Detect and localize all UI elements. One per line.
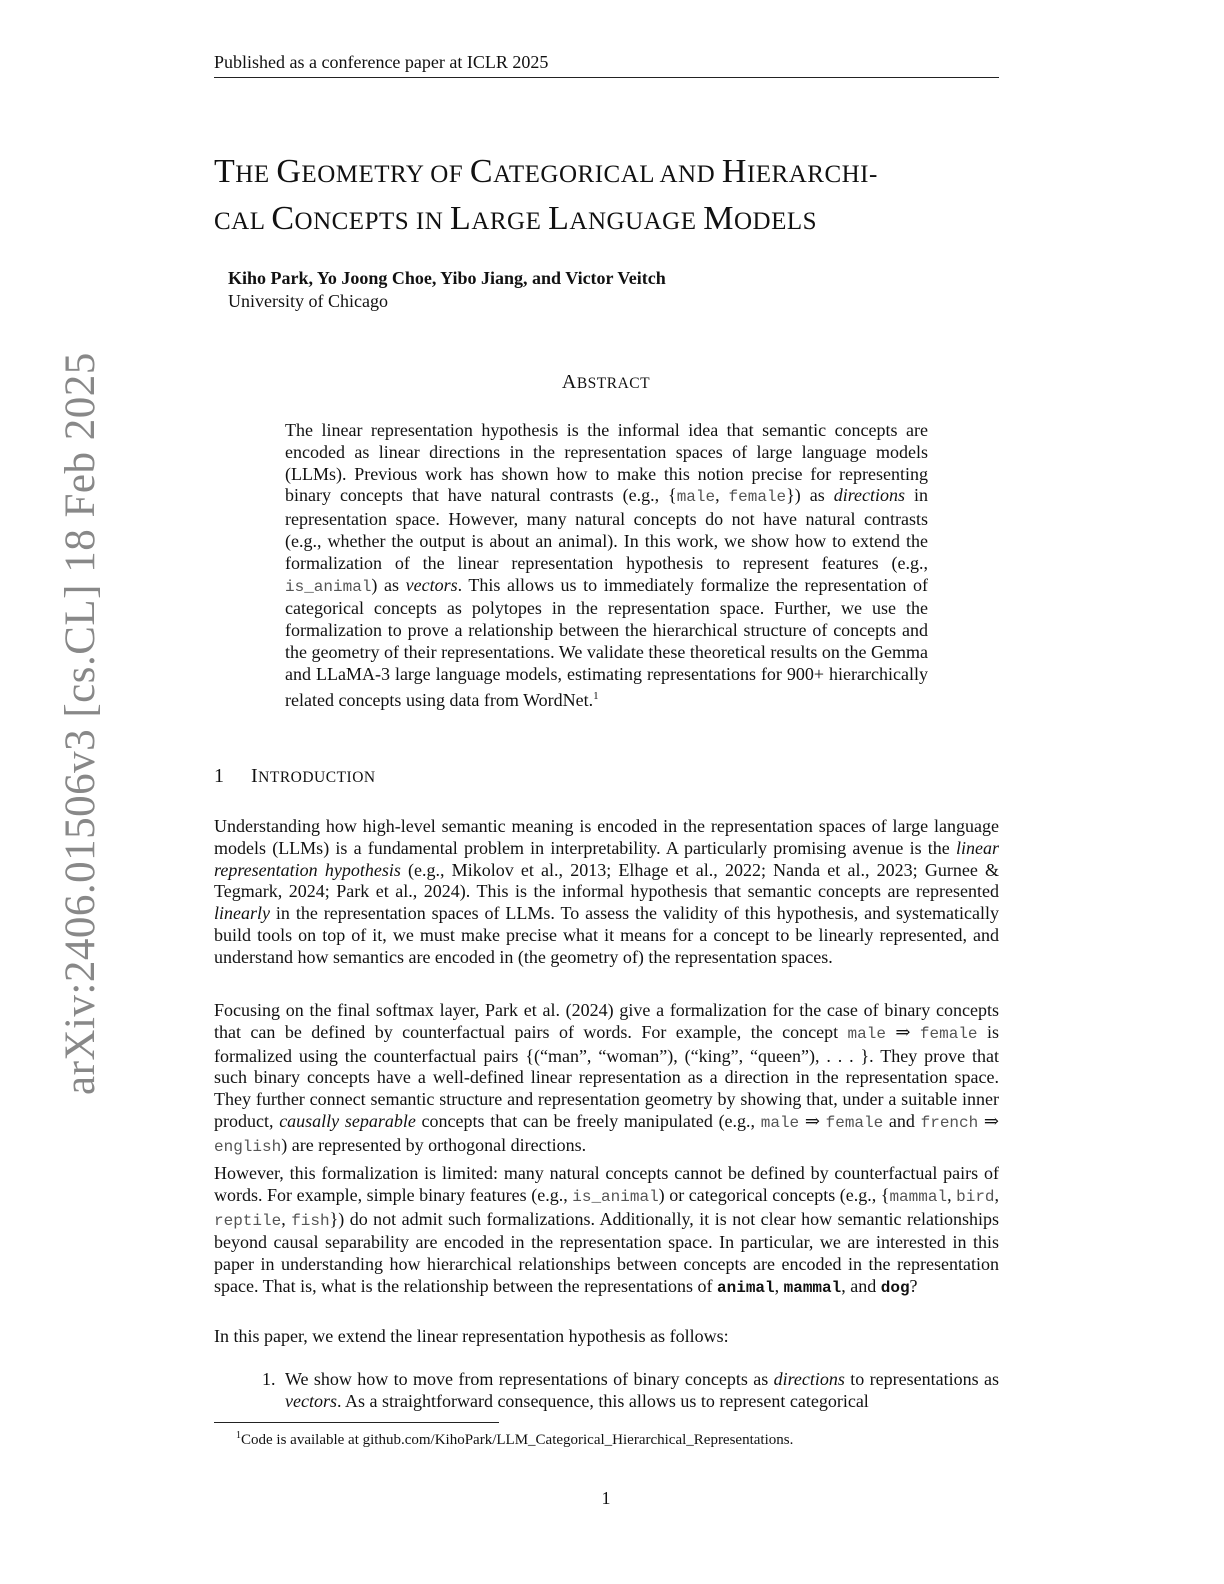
list-number: 1.	[262, 1369, 276, 1389]
footnote-marker: 1	[593, 689, 599, 702]
footnote-divider	[214, 1422, 499, 1423]
intro-paragraph-4: In this paper, we extend the linear representation hypothesis as follows:	[214, 1326, 729, 1346]
author-list: Kiho Park, Yo Joong Choe, Yibo Jiang, and Victor Veitch	[228, 268, 666, 288]
footnote: $^1$Code is available at github.com/KihoPark/LLM_Categorical_Hierarchical_Representations.	[236, 1430, 794, 1448]
title-line-1: THE GEOMETRY OF CATEGORICAL AND HIERARCHI-	[214, 153, 878, 190]
section-heading-introduction: 1 INTRODUCTION	[214, 765, 376, 787]
abstract-body: The linear representation hypothesis is the informal idea that semantic concepts are encoded as linear directions in the representation spaces of large language models (LLMs). Previous work has shown how to make this notion precise for representing binary concepts that have natural contrasts (e.g., {male, female}) as directions in representation space. However, many natural concepts do not have natural contrasts (e.g., whether the output is about an animal). In this work, we show how to extend the formalization of the linear representation hypothesis to represent features (e.g., is_animal) as vectors. This allows us to immediately formalize the representation of categorical concepts as polytopes in the representation space. Further, we use the formalization to prove a relationship between the hierarchical structure of concepts and the geometry of their representations. We validate these theoretical results on the Gemma and LLaMA-3 large language models, estimating representations for 900+ hierarchically related concepts using data from WordNet.$^1$	[285, 420, 928, 710]
intro-paragraph-3: However, this formalization is limited: many natural concepts cannot be defined by counterfactual pairs of words. For example, simple binary features (e.g., is_animal) or categorical concepts (e.g., {mammal, bird, reptile, fish}) do not admit such formalizations. Additionally, it is not clear how semantic relationships beyond causal separability are encoded in the representation space. In particular, we are interested in this paper in understanding how hierarchical relationships between concepts are encoded in the representation space. That is, what is the relationship between the representations of animal, mammal, and dog?	[214, 1163, 1000, 1297]
page-number: 1	[601, 1488, 611, 1508]
running-header: Published as a conference paper at ICLR 2025	[214, 52, 999, 78]
paper-title	[214, 150, 1014, 244]
author-affiliation: University of Chicago	[228, 291, 388, 311]
abstract-heading: ABSTRACT	[561, 371, 651, 393]
title-line-2: CAL CONCEPTS IN LARGE LANGUAGE MODELS	[214, 200, 818, 237]
list-item-text: We show how to move from representations of binary concepts as directions to representations as vectors. As a straightforward consequence, this allows us to represent categorical	[285, 1369, 999, 1411]
intro-paragraph-1: Understanding how high-level semantic meaning is encoded in the representation spaces of large language models (LLMs) is a fundamental problem in interpretability. A particularly promising avenue is the linear representation hypothesis (e.g., Mikolov et al., 2013; Elhage et al., 2022; Nanda et al., 2023; Gurnee & Tegmark, 2024; Park et al., 2024). This is the informal hypothesis that semantic concepts are represented linearly in the representation spaces of LLMs. To assess the validity of this hypothesis, and systematically build tools on top of it, we must make precise what it means for a concept to be linearly represented, and understand how semantics are encoded in (the geometry of) the representation spaces.	[214, 816, 999, 967]
arxiv-identifier-stamp: arXiv:2406.01506v3 [cs.CL] 18 Feb 2025	[57, 352, 104, 1095]
contribution-list-item-1	[262, 1369, 999, 1413]
intro-paragraph-2: Focusing on the final softmax layer, Park et al. (2024) give a formalization for the case of binary concepts that can be defined by counterfactual pairs of words. For example, the concept male ⇒ female is formalized using the counterfactual pairs {(“man”, “woman”), (“king”, “queen”), . . . }. They prove that such binary concepts have a well-defined linear representation as a direction in the representation space. They further connect semantic structure and representation geometry by showing that, under a suitable inner product, causally separable concepts that can be freely manipulated (e.g., male ⇒ female and french ⇒ english) are represented by orthogonal directions.	[214, 1000, 999, 1156]
